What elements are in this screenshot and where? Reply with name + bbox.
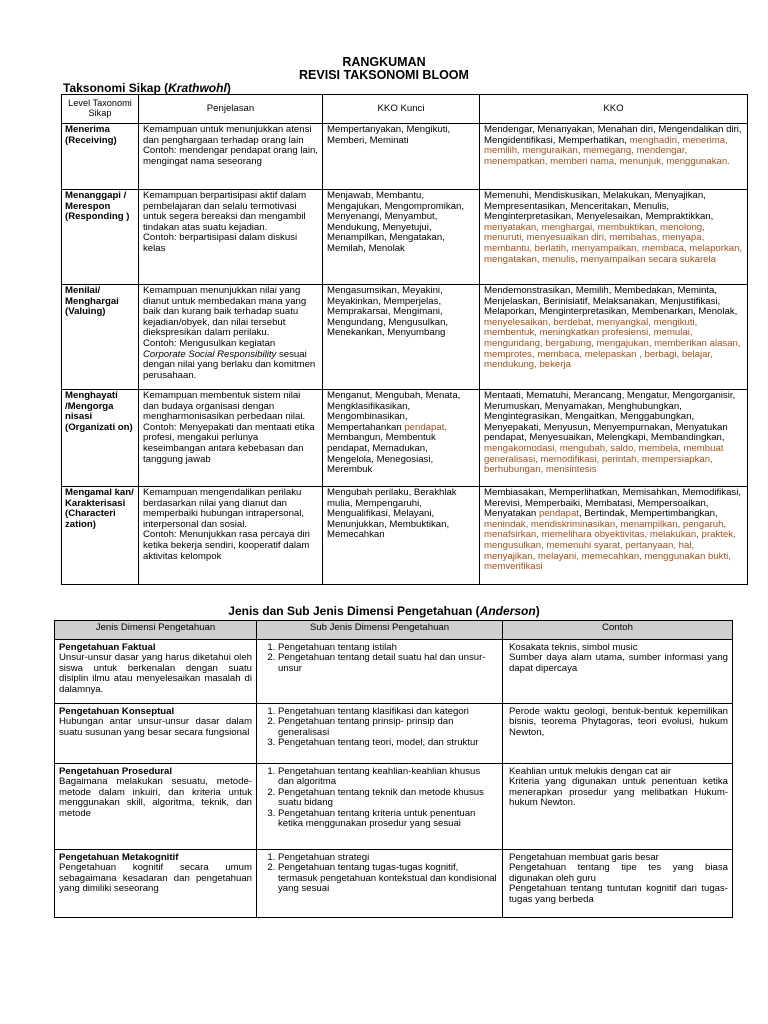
level-cell: Menilai/ Menghargai (Valuing) [62,285,139,390]
penjelasan-cell: Kemampuan menunjukkan nilai yang dianut untuk membedakan mana yang baik dan kurang baik terhadap suatu kejadian/obyek, dan nilai tersebut diekspresikan dalam perilaku. Contoh: Mengusulkan kegiatan Corporate Social Responsibility sesuai dengan nilai yang berlaku dan komitmen perusahaan. [139,285,323,390]
table-row [55,704,733,764]
sub-jenis-cell [257,764,503,850]
kko-kunci-cell: Menjawab, Membantu, Mengajukan, Mengompromikan, Menyenangi, Menyambut, Mendukung, Menyetujui, Menampilkan, Mengatakan, Memilah, Menolak [323,190,480,285]
column-header: Contoh [503,621,733,640]
list-item: 1. Pengetahuan tentang keahlian-keahlian khusus dan algoritma [278,767,498,788]
kko-kunci-cell: Menganut, Mengubah, Menata, Mengklasifikasikan, Mengombinasikan, Mempertahankan pendapat, Membangun, Membentuk pendapat, Memadukan, Mengelola, Menegosiasi, Merembuk [323,390,480,487]
column-header: Jenis Dimensi Pengetahuan [55,621,257,640]
table-row [62,487,748,585]
sikap-table [61,94,748,585]
list-item: 1. Pengetahuan strategi [278,853,498,863]
kko-cell: Mentaati, Mematuhi, Merancang, Mengatur, Mengorganisir, Merumuskan, Menyamakan, Menghubungkan, Mengintegrasikan, Mengaitkan, Menggabungkan, Menyepakati, Menyusun, Menyempurnakan, Menyatukan pendapat, Menyesuaikan, Melengkapi, Membandingkan, mengakomodasi, mengubah, saldo, membela, membuat generalisasi, memodifikasi, perintah, mempersiapkan, berhubungan, mensintesis [480,390,748,487]
pengetahuan-table [54,620,733,918]
sikap-heading: Taksonomi Sikap (Krathwohl) [63,81,231,95]
table-header-row [62,95,748,124]
penjelasan-cell: Kemampuan membentuk sistem nilai dan budaya organisasi dengan mengharmonisasikan perbedaan nilai. Contoh: Menyepakati dan mentaati etika profesi, mengakui perlunya keseimbangan antara kebebasan dan tanggung jawab [139,390,323,487]
jenis-cell: Pengetahuan Prosedural Bagaimana melakukan sesuatu, metode-metode dalam inkuiri, dan kriteria untuk menggunakan skill, algoritma, teknik, dan metode [55,764,257,850]
penjelasan-cell: Kemampuan mengendalikan perilaku berdasarkan nilai yang dianut dan memperbaiki hubungan intrapersonal, interpersonal dan sosial. Contoh: Menunjukkan rasa percaya diri ketika bekerja sendiri, kooperatif dalam aktivitas kelompok [139,487,323,585]
kko-cell: Mendemonstrasikan, Memilih, Membedakan, Meminta, Menjelaskan, Berinisiatif, Melaksanakan, Menjustifikasi, Melaporkan, Menginterpretasikan, Membenarkan, Menolak, menyelesaikan, berdebat, menyangkal, mengikuti, membentuk, meningkatkan profesiensi, memulai, mengundang, bergabung, mengajukan, memberikan alasan, memprotes, membaca, melepaskan , berbagi, belajar, mendukung, bekerja [480,285,748,390]
jenis-cell: Pengetahuan Metakognitif Pengetahuan kognitif secara umum sebagaimana kesadaran dan pengetahuan yang dimiliki seseorang [55,850,257,918]
jenis-cell: Pengetahuan Faktual Unsur-unsur dasar yang harus diketahui oleh siswa untuk berkenalan dengan suatu disiplin ilmu atau menyelesaikan masalah di dalamnya. [55,640,257,704]
penjelasan-cell: Kemampuan berpartisipasi aktif dalam pembelajaran dan selalu termotivasi untuk segera bereaksi dan mengambil tindakan atas suatu kejadian. Contoh: berpartisipasi dalam diskusi kelas [139,190,323,285]
column-header: Level Taxonomi Sikap [62,95,139,124]
list-item: 2. Pengetahuan tentang teknik dan metode khusus suatu bidang [278,788,498,809]
kko-kunci-cell: Mengubah perilaku, Berakhlak mulia, Mempengaruhi, Mengualifikasi, Melayani, Menunjukkan, Membuktikan, Memecahkan [323,487,480,585]
sub-jenis-cell [257,850,503,918]
table-row [62,285,748,390]
kko-kunci-cell: Mempertanyakan, Mengikuti, Memberi, Meminati [323,124,480,190]
document-title-line1: RANGKUMAN [342,55,426,69]
level-cell: Menghayati /Mengorga nisasi (Organizati on) [62,390,139,487]
table-row [62,124,748,190]
sub-jenis-cell [257,704,503,764]
kko-cell: Memenuhi, Mendiskusikan, Melakukan, Menyajikan, Mempresentasikan, Menceritakan, Menulis, Menginterpretasikan, Menyelesaikan, Mempraktikkan, menyatakan, menghargai, membuktikan, menolong, menuruti, menyesuaikan diri, membahas, menyapa, membantu, berlatih, menyampaikan, membaca, melaporkan, mengatakan, menulis, menyampaikan secara sukarela [480,190,748,285]
table-row [55,640,733,704]
table-row [62,390,748,487]
list-item: 1. Pengetahuan tentang istilah [278,643,498,653]
list-item: 2. Pengetahuan tentang detail suatu hal dan unsur-unsur [278,653,498,674]
level-cell: Mengamal kan/ Karakterisasi (Characteri zation) [62,487,139,585]
kko-cell: Membiasakan, Memperlihatkan, Memisahkan, Memodifikasi, Merevisi, Memperbaiki, Membatasi, Mempersoalkan, Menyatakan pendapat, Bertindak, Mempertimbangkan, menindak, mendiskriminasikan, menampilkan, pengaruh, menafsirkan, memelihara obyektivitas, melakukan, praktek, mengusulkan, memenuhi syarat, pertanyaan, hal, menyajikan, melayani, memecahkan, menggunakan bukti, memverifikasi [480,487,748,585]
column-header: Sub Jenis Dimensi Pengetahuan [257,621,503,640]
level-cell: Menanggapi / Merespon (Responding ) [62,190,139,285]
table-row [55,850,733,918]
kko-kunci-cell: Mengasumsikan, Meyakini, Meyakinkan, Memperjelas, Memprakarsai, Mengimani, Mengundang, Mengusulkan, Menekankan, Menyumbang [323,285,480,390]
column-header: KKO [480,95,748,124]
contoh-cell: Perode waktu geologi, bentuk-bentuk kepemilikan bisnis, teorema Phytagoras, teori evolusi, hukum Newton, [503,704,733,764]
level-cell: Menerima (Receiving) [62,124,139,190]
column-header: KKO Kunci [323,95,480,124]
jenis-cell: Pengetahuan Konseptual Hubungan antar unsur-unsur dasar dalam suatu susunan yang besar secara fungsional [55,704,257,764]
table-header-row [55,621,733,640]
contoh-cell: Pengetahuan membuat garis besar Pengetahuan tentang tipe tes yang biasa digunakan oleh guru Pengetahuan tentang tuntutan kognitif dari tugas-tugas yang berbeda [503,850,733,918]
sub-jenis-cell [257,640,503,704]
penjelasan-cell: Kemampuan untuk menunjukkan atensi dan penghargaan terhadap orang lain Contoh: mendengar pendapat orang lain, mengingat nama seseorang [139,124,323,190]
list-item: 3. Pengetahuan tentang kriteria untuk penentuan ketika menggunakan prosedur yang sesuai [278,809,498,830]
kko-cell: Mendengar, Menanyakan, Menahan diri, Mengendalikan diri, Mengidentifikasi, Memperhatikan, menghadiri, menerima, memilih, menguraikan, memegang, mendengar, menempatkan, memberi nama, menunjuk, menggunakan. [480,124,748,190]
list-item: 2. Pengetahuan tentang prinsip- prinsip dan generalisasi [278,717,498,738]
list-item: 1. Pengetahuan tentang klasifikasi dan kategori [278,707,498,717]
table-row [55,764,733,850]
contoh-cell: Kosakata teknis, simbol music Sumber daya alam utama, sumber informasi yang dapat dipercaya [503,640,733,704]
column-header: Penjelasan [139,95,323,124]
document-title-line2: REVISI TAKSONOMI BLOOM [299,68,469,82]
contoh-cell: Keahlian untuk melukis dengan cat air Kriteria yang digunakan untuk penentuan ketika menerapkan prosedur yang melibatkan Hukum-hukum Newton. [503,764,733,850]
list-item: 2. Pengetahuan tentang tugas-tugas kognitif, termasuk pengetahuan kontekstual dan kondisional yang sesuai [278,863,498,894]
pengetahuan-heading: Jenis dan Sub Jenis Dimensi Pengetahuan (Anderson) [228,604,540,618]
list-item: 3. Pengetahuan tentang teori, model, dan struktur [278,738,498,748]
table-row [62,190,748,285]
